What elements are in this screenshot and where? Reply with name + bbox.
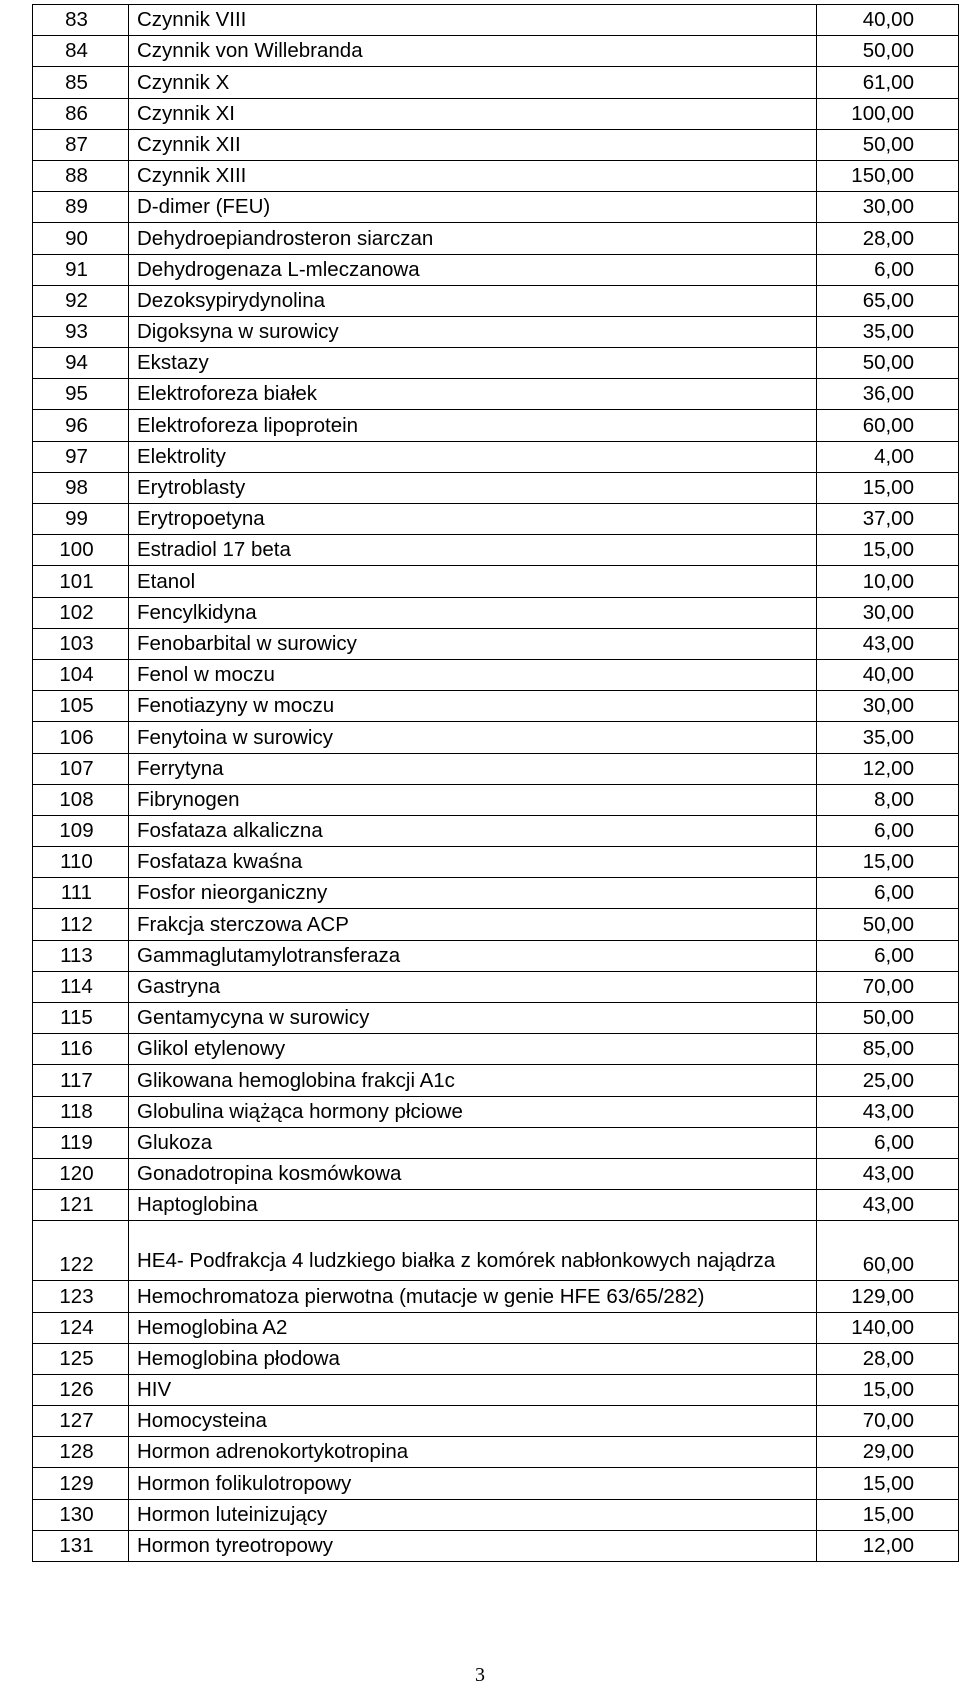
row-number: 125 bbox=[33, 1343, 129, 1374]
row-number: 106 bbox=[33, 722, 129, 753]
test-price: 50,00 bbox=[817, 36, 959, 67]
row-number: 121 bbox=[33, 1190, 129, 1221]
test-price: 150,00 bbox=[817, 160, 959, 191]
test-price: 12,00 bbox=[817, 1530, 959, 1561]
test-name: Hemochromatoza pierwotna (mutacje w genie HFE 63/65/282) bbox=[129, 1281, 817, 1312]
test-price: 60,00 bbox=[817, 410, 959, 441]
test-price: 43,00 bbox=[817, 1158, 959, 1189]
row-number: 112 bbox=[33, 909, 129, 940]
test-price: 85,00 bbox=[817, 1034, 959, 1065]
row-number: 93 bbox=[33, 316, 129, 347]
table-row bbox=[33, 504, 959, 535]
table-row bbox=[33, 441, 959, 472]
table-row bbox=[33, 1158, 959, 1189]
test-price: 50,00 bbox=[817, 909, 959, 940]
table-row bbox=[33, 878, 959, 909]
test-price: 35,00 bbox=[817, 316, 959, 347]
test-price: 36,00 bbox=[817, 379, 959, 410]
test-name: Hemoglobina płodowa bbox=[129, 1343, 817, 1374]
table-row bbox=[33, 348, 959, 379]
row-number: 84 bbox=[33, 36, 129, 67]
table-row bbox=[33, 722, 959, 753]
row-number: 122 bbox=[33, 1221, 129, 1281]
row-number: 110 bbox=[33, 847, 129, 878]
test-name: Erytroblasty bbox=[129, 472, 817, 503]
test-price: 50,00 bbox=[817, 1003, 959, 1034]
row-number: 99 bbox=[33, 504, 129, 535]
row-number: 123 bbox=[33, 1281, 129, 1312]
table-row bbox=[33, 691, 959, 722]
test-name: Hormon folikulotropowy bbox=[129, 1468, 817, 1499]
test-name: Elektroforeza lipoprotein bbox=[129, 410, 817, 441]
test-price: 43,00 bbox=[817, 1190, 959, 1221]
table-row bbox=[33, 67, 959, 98]
row-number: 85 bbox=[33, 67, 129, 98]
row-number: 107 bbox=[33, 753, 129, 784]
table-row bbox=[33, 285, 959, 316]
test-name: Fosfor nieorganiczny bbox=[129, 878, 817, 909]
test-name: Elektrolity bbox=[129, 441, 817, 472]
test-price: 30,00 bbox=[817, 597, 959, 628]
test-price: 29,00 bbox=[817, 1437, 959, 1468]
row-number: 109 bbox=[33, 815, 129, 846]
test-price: 40,00 bbox=[817, 659, 959, 690]
test-price: 4,00 bbox=[817, 441, 959, 472]
row-number: 88 bbox=[33, 160, 129, 191]
row-number: 115 bbox=[33, 1003, 129, 1034]
row-number: 131 bbox=[33, 1530, 129, 1561]
test-name: Hormon tyreotropowy bbox=[129, 1530, 817, 1561]
test-price: 15,00 bbox=[817, 1468, 959, 1499]
test-name: Erytropoetyna bbox=[129, 504, 817, 535]
test-name: HIV bbox=[129, 1374, 817, 1405]
table-row bbox=[33, 847, 959, 878]
test-price: 50,00 bbox=[817, 129, 959, 160]
test-name: Ekstazy bbox=[129, 348, 817, 379]
row-number: 94 bbox=[33, 348, 129, 379]
test-name: Gastryna bbox=[129, 971, 817, 1002]
test-name: Czynnik X bbox=[129, 67, 817, 98]
table-row bbox=[33, 1406, 959, 1437]
test-name: Gammaglutamylotransferaza bbox=[129, 940, 817, 971]
table-row bbox=[33, 1034, 959, 1065]
test-name: HE4- Podfrakcja 4 ludzkiego białka z komórek nabłonkowych najądrza bbox=[129, 1221, 817, 1281]
table-row bbox=[33, 566, 959, 597]
test-price: 61,00 bbox=[817, 67, 959, 98]
table-row bbox=[33, 1127, 959, 1158]
table-row bbox=[33, 1374, 959, 1405]
row-number: 83 bbox=[33, 5, 129, 36]
test-name: Czynnik XII bbox=[129, 129, 817, 160]
row-number: 114 bbox=[33, 971, 129, 1002]
row-number: 89 bbox=[33, 192, 129, 223]
test-price: 37,00 bbox=[817, 504, 959, 535]
table-row bbox=[33, 753, 959, 784]
test-name: Fosfataza kwaśna bbox=[129, 847, 817, 878]
test-name: Fosfataza alkaliczna bbox=[129, 815, 817, 846]
test-price: 40,00 bbox=[817, 5, 959, 36]
row-number: 103 bbox=[33, 628, 129, 659]
test-name: Glikol etylenowy bbox=[129, 1034, 817, 1065]
table-row bbox=[33, 316, 959, 347]
test-name: Globulina wiążąca hormony płciowe bbox=[129, 1096, 817, 1127]
test-price: 65,00 bbox=[817, 285, 959, 316]
table-row bbox=[33, 1003, 959, 1034]
test-price: 10,00 bbox=[817, 566, 959, 597]
row-number: 111 bbox=[33, 878, 129, 909]
row-number: 96 bbox=[33, 410, 129, 441]
row-number: 118 bbox=[33, 1096, 129, 1127]
table-row bbox=[33, 940, 959, 971]
table-row bbox=[33, 1312, 959, 1343]
row-number: 91 bbox=[33, 254, 129, 285]
table-row bbox=[33, 784, 959, 815]
test-name: Elektroforeza białek bbox=[129, 379, 817, 410]
row-number: 97 bbox=[33, 441, 129, 472]
test-name: Dehydrogenaza L-mleczanowa bbox=[129, 254, 817, 285]
test-name: Frakcja sterczowa ACP bbox=[129, 909, 817, 940]
test-price: 6,00 bbox=[817, 254, 959, 285]
table-row bbox=[33, 971, 959, 1002]
test-name: Homocysteina bbox=[129, 1406, 817, 1437]
test-name: Glukoza bbox=[129, 1127, 817, 1158]
row-number: 108 bbox=[33, 784, 129, 815]
row-number: 127 bbox=[33, 1406, 129, 1437]
table-row bbox=[33, 1343, 959, 1374]
table-row bbox=[33, 98, 959, 129]
table-row bbox=[33, 815, 959, 846]
test-name: Dezoksypirydynolina bbox=[129, 285, 817, 316]
row-number: 129 bbox=[33, 1468, 129, 1499]
test-price: 15,00 bbox=[817, 1374, 959, 1405]
price-list-body bbox=[33, 5, 959, 1562]
row-number: 98 bbox=[33, 472, 129, 503]
table-row bbox=[33, 659, 959, 690]
row-number: 101 bbox=[33, 566, 129, 597]
test-price: 60,00 bbox=[817, 1221, 959, 1281]
row-number: 100 bbox=[33, 535, 129, 566]
table-row bbox=[33, 597, 959, 628]
table-row bbox=[33, 1221, 959, 1281]
test-name: Dehydroepiandrosteron siarczan bbox=[129, 223, 817, 254]
page-number: 3 bbox=[475, 1664, 485, 1686]
table-row bbox=[33, 223, 959, 254]
test-price: 6,00 bbox=[817, 1127, 959, 1158]
table-row bbox=[33, 628, 959, 659]
test-price: 12,00 bbox=[817, 753, 959, 784]
test-price: 43,00 bbox=[817, 1096, 959, 1127]
test-name: Fibrynogen bbox=[129, 784, 817, 815]
test-name: Glikowana hemoglobina frakcji A1c bbox=[129, 1065, 817, 1096]
table-row bbox=[33, 1065, 959, 1096]
test-name: Gentamycyna w surowicy bbox=[129, 1003, 817, 1034]
test-price: 25,00 bbox=[817, 1065, 959, 1096]
row-number: 105 bbox=[33, 691, 129, 722]
table-row bbox=[33, 379, 959, 410]
table-row bbox=[33, 160, 959, 191]
row-number: 126 bbox=[33, 1374, 129, 1405]
test-price: 129,00 bbox=[817, 1281, 959, 1312]
test-name: Czynnik XI bbox=[129, 98, 817, 129]
test-name: Hormon adrenokortykotropina bbox=[129, 1437, 817, 1468]
test-price: 30,00 bbox=[817, 192, 959, 223]
table-row bbox=[33, 909, 959, 940]
row-number: 124 bbox=[33, 1312, 129, 1343]
price-list-table bbox=[32, 4, 959, 1562]
test-price: 15,00 bbox=[817, 1499, 959, 1530]
row-number: 120 bbox=[33, 1158, 129, 1189]
test-name: Czynnik VIII bbox=[129, 5, 817, 36]
row-number: 130 bbox=[33, 1499, 129, 1530]
test-name: Ferrytyna bbox=[129, 753, 817, 784]
test-price: 28,00 bbox=[817, 1343, 959, 1374]
table-row bbox=[33, 36, 959, 67]
table-row bbox=[33, 1096, 959, 1127]
test-price: 35,00 bbox=[817, 722, 959, 753]
row-number: 119 bbox=[33, 1127, 129, 1158]
test-price: 140,00 bbox=[817, 1312, 959, 1343]
test-price: 15,00 bbox=[817, 847, 959, 878]
test-name: Estradiol 17 beta bbox=[129, 535, 817, 566]
test-price: 70,00 bbox=[817, 1406, 959, 1437]
test-name: Czynnik von Willebranda bbox=[129, 36, 817, 67]
table-row bbox=[33, 5, 959, 36]
test-name: Gonadotropina kosmówkowa bbox=[129, 1158, 817, 1189]
table-row bbox=[33, 472, 959, 503]
test-name: Haptoglobina bbox=[129, 1190, 817, 1221]
row-number: 113 bbox=[33, 940, 129, 971]
table-row bbox=[33, 1281, 959, 1312]
test-name: Fenol w moczu bbox=[129, 659, 817, 690]
test-price: 50,00 bbox=[817, 348, 959, 379]
row-number: 116 bbox=[33, 1034, 129, 1065]
test-price: 6,00 bbox=[817, 940, 959, 971]
test-price: 6,00 bbox=[817, 878, 959, 909]
table-row bbox=[33, 535, 959, 566]
table-row bbox=[33, 192, 959, 223]
test-name: Czynnik XIII bbox=[129, 160, 817, 191]
row-number: 92 bbox=[33, 285, 129, 316]
row-number: 102 bbox=[33, 597, 129, 628]
test-name: Hormon luteinizujący bbox=[129, 1499, 817, 1530]
test-price: 28,00 bbox=[817, 223, 959, 254]
test-name: Digoksyna w surowicy bbox=[129, 316, 817, 347]
test-name: Fenobarbital w surowicy bbox=[129, 628, 817, 659]
test-name: Hemoglobina A2 bbox=[129, 1312, 817, 1343]
row-number: 90 bbox=[33, 223, 129, 254]
test-price: 100,00 bbox=[817, 98, 959, 129]
row-number: 117 bbox=[33, 1065, 129, 1096]
row-number: 104 bbox=[33, 659, 129, 690]
test-price: 15,00 bbox=[817, 472, 959, 503]
row-number: 86 bbox=[33, 98, 129, 129]
test-name: Fencylkidyna bbox=[129, 597, 817, 628]
table-row bbox=[33, 1530, 959, 1561]
test-price: 15,00 bbox=[817, 535, 959, 566]
row-number: 95 bbox=[33, 379, 129, 410]
table-row bbox=[33, 1437, 959, 1468]
test-name: Fenytoina w surowicy bbox=[129, 722, 817, 753]
test-price: 8,00 bbox=[817, 784, 959, 815]
test-name: D-dimer (FEU) bbox=[129, 192, 817, 223]
table-row bbox=[33, 1499, 959, 1530]
table-row bbox=[33, 1190, 959, 1221]
row-number: 87 bbox=[33, 129, 129, 160]
test-name: Fenotiazyny w moczu bbox=[129, 691, 817, 722]
table-row bbox=[33, 1468, 959, 1499]
test-price: 30,00 bbox=[817, 691, 959, 722]
test-price: 43,00 bbox=[817, 628, 959, 659]
test-price: 6,00 bbox=[817, 815, 959, 846]
table-row bbox=[33, 254, 959, 285]
table-row bbox=[33, 129, 959, 160]
test-price: 70,00 bbox=[817, 971, 959, 1002]
test-name: Etanol bbox=[129, 566, 817, 597]
row-number: 128 bbox=[33, 1437, 129, 1468]
table-row bbox=[33, 410, 959, 441]
